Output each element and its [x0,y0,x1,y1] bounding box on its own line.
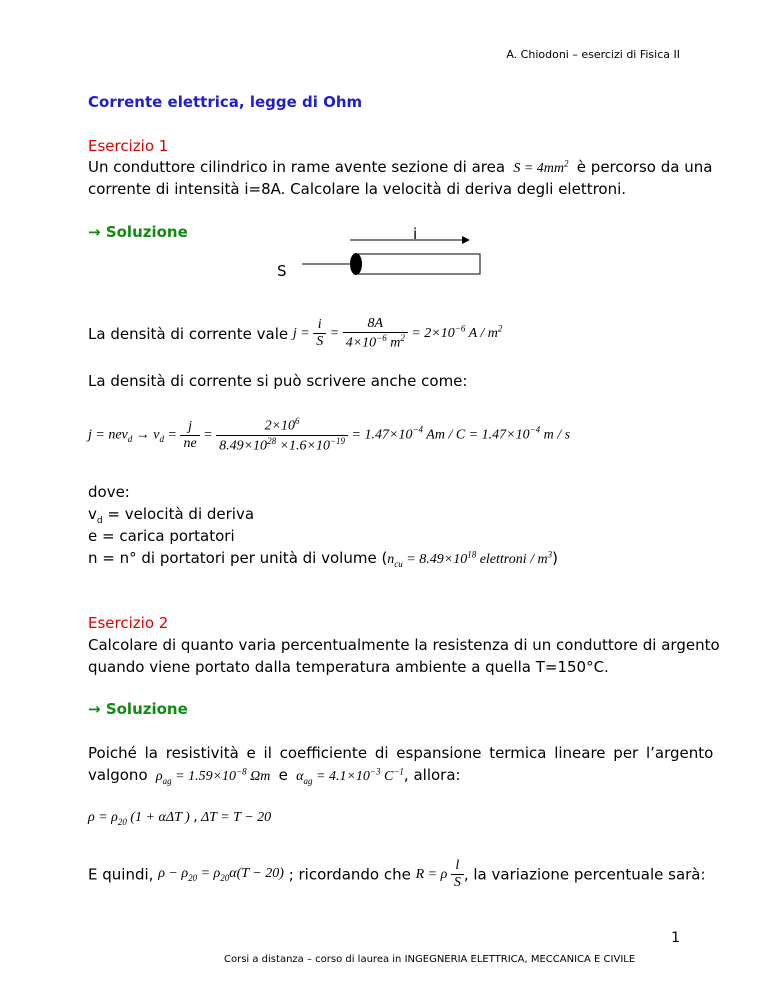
exercise-2-title: Esercizio 2 [88,614,169,632]
density-alt-text: La densità di corrente si può scrivere anche come: [88,372,468,390]
formula-area: $S = 4mm^2$ [509,158,569,176]
section-title: Corrente elettrica, legge di Ohm [88,93,363,111]
def-vd: $v_d$ = velocità di deriva [88,505,255,526]
conductor-figure [250,222,500,292]
formula-resistance: R = ρ $\frac{l}{S}$ [416,867,464,882]
solution-2-heading: → Soluzione [88,700,188,718]
figure-label-s: S [277,262,287,280]
formula-alpha-ag: $\alpha_{ag} = 4.1\times 10^{-3}$ $C^{-1}$ [292,766,404,786]
cylinder-body [354,254,480,274]
exercise-2-solution-line-3: E quindi, $\rho - \rho_{20} = \rho_{20}\alpha(T - 20)$ ; ricordando che R = ρ $\frac{l}{S}$ , la variazione percentuale sarà: [88,858,706,890]
exercise-2-solution-line-1: Poiché la resistività e il coefficiente di espansione termica lineare per l’argento [88,744,714,762]
formula-resistivity-ag: $\rho_{ag} = 1.59\times 10^{-8}$ Ωm [152,766,274,786]
arrow-right-icon: → [88,223,101,241]
formula-delta-rho: $\rho - \rho_{20} = \rho_{20}\alpha(T - 20)$ [158,866,284,883]
current-arrowhead [462,236,470,244]
page-number: 1 [671,930,680,946]
dove-label: dove: [88,483,130,501]
cylinder-section [350,253,362,275]
arrow-right-icon: → [88,700,101,718]
def-n: n = n° di portatori per unità di volume ($n_{cu} = 8.49\times 10^{18}$ elettroni / $m^3$) [88,549,558,569]
formula-drift-velocity: $j = nev_d \to v_d$ = $\frac{j}{ne}$ = $\frac{2\times 10^6}{8.49\times 10^{28} \times 1.6\times 10^{-19}}$ = $1.47\times 10^{-4}$ $Am / C = 1.47\times 10^{-4}$ m / s [88,416,571,454]
formula-ncu: $n_{cu} = 8.49\times 10^{18}$ elettroni / $m^3$ [387,549,553,569]
formula-current-density: j = $\frac{i}{S}$ = $\frac{8A}{4\times 10^{-6} m^2}$ = $2\times 10^{-6}$ A / $m^2$ [292,316,503,351]
solution-1-heading: → Soluzione [88,223,188,241]
def-e: e = carica portatori [88,527,235,545]
exercise-2-solution-line-2: valgono $\rho_{ag} = 1.59\times 10^{-8}$ Ωm e $\alpha_{ag} = 4.1\times 10^{-3}$ $C^{-1}$, allora: [88,766,461,786]
exercise-2-line-2: quando viene portato dalla temperatura ambiente a quella T=150°C. [88,658,609,676]
page-header: A. Chiodoni – esercizi di Fisica II [506,48,680,61]
exercise-1-line-1: Un conduttore cilindrico in rame avente sezione di area $S = 4mm^2$ è percorso da una [88,158,713,176]
footer-course: Corsi a distanza – corso di laurea in INGEGNERIA ELETTRICA, MECCANICA E CIVILE [224,954,636,965]
exercise-1-line-2: corrente di intensità i=8A. Calcolare la velocità di deriva degli elettroni. [88,180,627,198]
exercise-1-title: Esercizio 1 [88,137,169,155]
formula-resistivity-temp: $\rho = \rho_{20}$ (1 + αΔT ) , ΔT = T − 20 [88,809,272,827]
exercise-2-line-1: Calcolare di quanto varia percentualmente la resistenza di un conduttore di argento [88,636,720,654]
figure-label-i: i [413,225,418,243]
density-line: La densità di corrente vale j = $\frac{i}{S}$ = $\frac{8A}{4\times 10^{-6} m^2}$ = $2\times 10^{-6}$ A / $m^2$ [88,316,503,351]
